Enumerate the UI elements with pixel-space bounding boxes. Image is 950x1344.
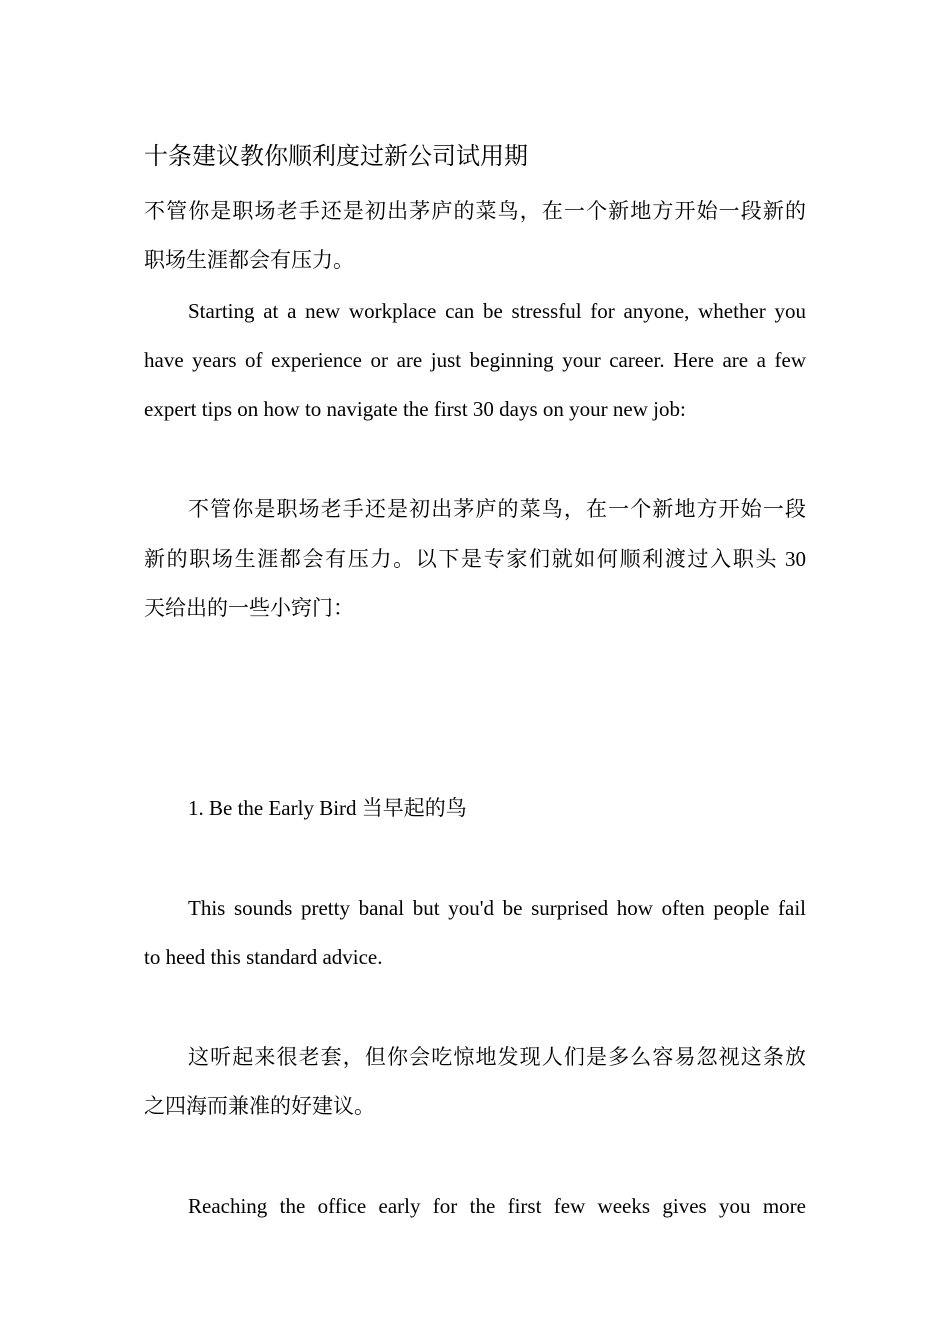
tip1-cn-line: 这听起来很老套，但你会吃惊地发现人们是多么容易忽视这条放 [188,1045,806,1069]
intro-en-line: Starting at a new workplace can be stressful for anyone, whether you [188,299,806,323]
intro-cn-full-line: 不管你是职场老手还是初出茅庐的菜鸟，在一个新地方开始一段 [188,497,806,521]
tip1-en-line: to heed this standard advice. [144,945,383,969]
intro-cn-full-line: 天给出的一些小窍门： [144,596,354,620]
tip1-en-2-line: Reaching the office early for the first few weeks gives you more [188,1194,806,1218]
tip1-heading: 1. Be the Early Bird 当早起的鸟 [188,796,467,820]
tip1-en-line: This sounds pretty banal but you'd be surprised how often people fail [188,896,806,920]
intro-cn-line: 职场生涯都会有压力。 [144,248,354,272]
intro-cn-line: 不管你是职场老手还是初出茅庐的菜鸟，在一个新地方开始一段新的 [144,199,806,223]
intro-en-line: expert tips on how to navigate the first 30 days on your new job: [144,397,686,421]
document-title: 十条建议教你顺利度过新公司试用期 [144,144,528,170]
intro-en-line: have years of experience or are just beginning your career. Here are a few [144,348,806,372]
tip1-cn-line: 之四海而兼准的好建议。 [144,1094,375,1118]
intro-cn-full-line: 新的职场生涯都会有压力。以下是专家们就如何顺利渡过入职头 30 [144,547,806,571]
